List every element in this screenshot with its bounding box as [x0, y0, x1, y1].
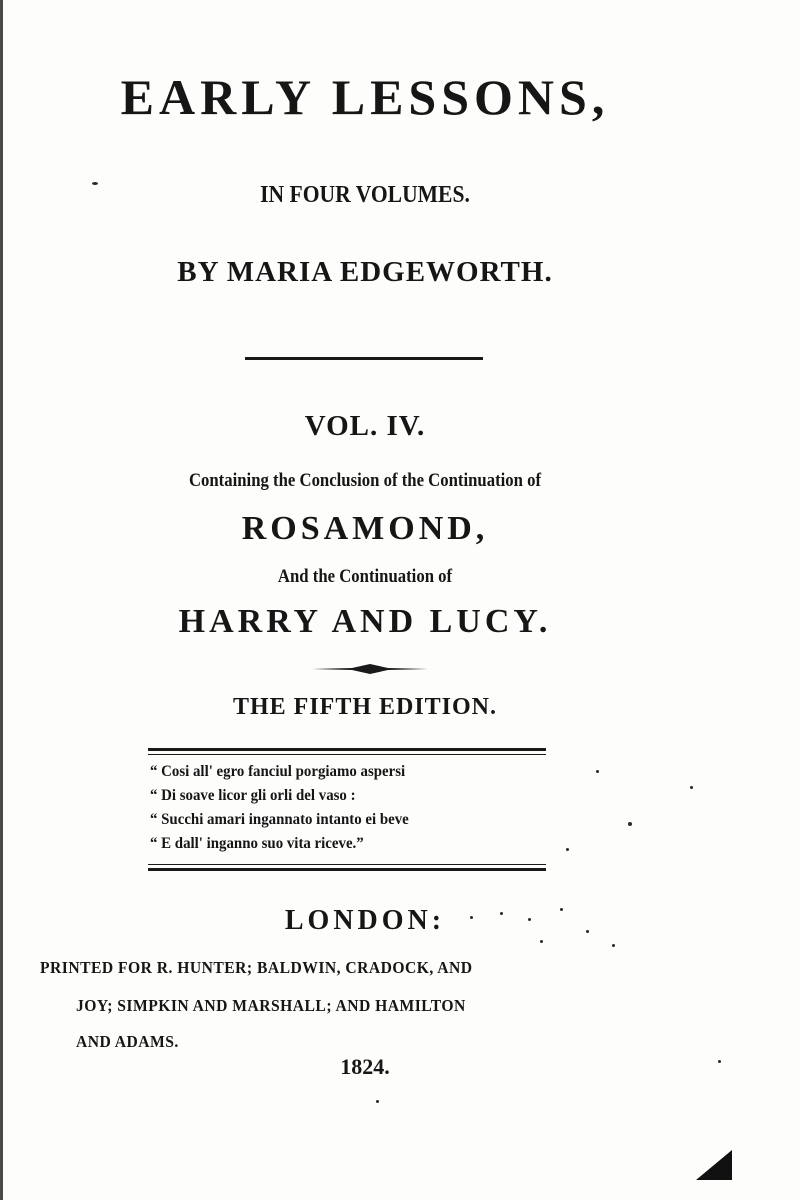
- epigraph: [150, 763, 550, 859]
- harry-and-lucy-title: HARRY AND LUCY.: [178, 603, 552, 640]
- epigraph-rule-bottom-thick: [148, 868, 546, 871]
- epigraph-line: “ Cosi all' egro fanciul porgiamo aspersi: [150, 763, 406, 780]
- scan-speck: [470, 916, 473, 919]
- volumes-line: IN FOUR VOLUMES.: [260, 182, 470, 208]
- imprint-line: PRINTED FOR R. HUNTER; BALDWIN, CRADOCK, AND: [40, 958, 473, 977]
- scan-speck: [690, 786, 693, 789]
- page-edge-shadow: [0, 0, 3, 1200]
- scan-speck: [528, 918, 531, 921]
- scan-speck: [560, 908, 563, 911]
- continuation-line: And the Continuation of: [277, 566, 453, 587]
- rosamond-title: ROSAMOND,: [241, 510, 489, 547]
- divider-rule-top: [245, 357, 483, 360]
- ornamental-divider: [312, 662, 428, 676]
- containing-line: Containing the Conclusion of the Continuation of: [188, 470, 542, 491]
- scan-speck: [566, 848, 569, 851]
- scan-speck: [376, 1100, 379, 1103]
- epigraph-line: “ E dall' inganno suo vita riceve.”: [150, 835, 364, 852]
- imprint-line: JOY; SIMPKIN AND MARSHALL; AND HAMILTON: [76, 996, 466, 1015]
- page-corner-mark: [696, 1150, 732, 1180]
- epigraph-rule-top-thin: [148, 754, 546, 755]
- epigraph-rule-top-thick: [148, 748, 546, 751]
- epigraph-rule-bottom-thin: [148, 864, 546, 865]
- epigraph-line: “ Succhi amari ingannato intanto ei beve: [150, 811, 409, 828]
- place-of-publication: LONDON:: [284, 905, 446, 936]
- scan-speck: [612, 944, 615, 947]
- book-title: EARLY LESSONS,: [120, 69, 610, 125]
- author-line: BY MARIA EDGEWORTH.: [177, 256, 553, 288]
- scan-speck: [92, 182, 98, 185]
- scan-speck: [596, 770, 599, 773]
- scan-speck: [718, 1060, 721, 1063]
- scan-speck: [500, 912, 503, 915]
- volume-number: VOL. IV.: [304, 410, 426, 442]
- publication-year: 1824.: [340, 1054, 390, 1079]
- imprint-line: AND ADAMS.: [76, 1032, 179, 1051]
- scan-speck: [586, 930, 589, 933]
- edition-line: THE FIFTH EDITION.: [232, 694, 498, 720]
- scan-speck: [628, 822, 632, 826]
- scan-speck: [540, 940, 543, 943]
- epigraph-line: “ Di soave licor gli orli del vaso :: [150, 787, 356, 804]
